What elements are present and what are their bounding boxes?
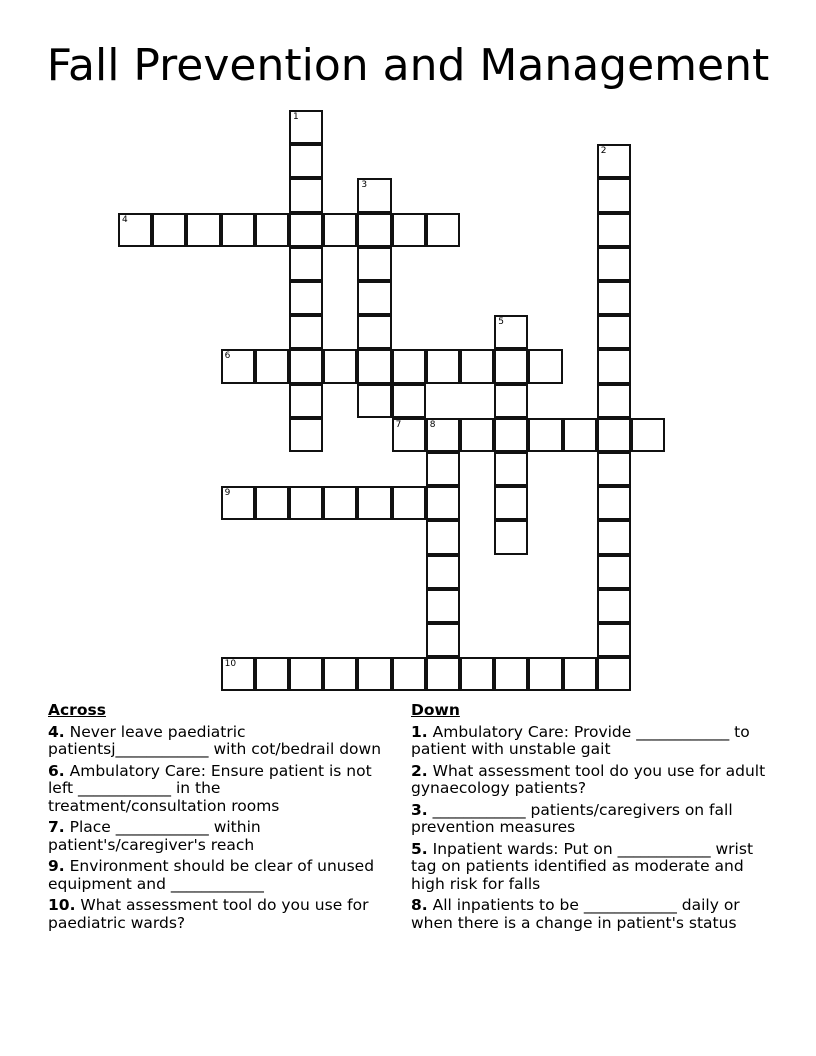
grid-cell[interactable] — [597, 349, 631, 383]
grid-cell[interactable] — [494, 657, 528, 691]
clue-number-label: 6 — [224, 351, 231, 362]
grid-cell[interactable] — [289, 178, 323, 212]
grid-cell[interactable] — [631, 418, 665, 452]
clue-number-label: 4 — [122, 214, 128, 225]
grid-cell[interactable] — [289, 486, 323, 520]
clue-number-label: 3 — [361, 180, 368, 191]
down-clue-5 — [411, 841, 776, 894]
grid-cell[interactable] — [597, 213, 631, 247]
clue-number: 3. — [411, 800, 428, 819]
grid-cell[interactable] — [357, 486, 391, 520]
grid-cell[interactable] — [392, 486, 426, 520]
grid-cell[interactable] — [597, 281, 631, 315]
down-heading: Down — [411, 701, 460, 719]
down-clue-1 — [411, 724, 776, 759]
grid-cell[interactable] — [357, 657, 391, 691]
grid-cell[interactable] — [426, 349, 460, 383]
grid-cell[interactable] — [289, 349, 323, 383]
down-clue-2 — [411, 763, 776, 798]
grid-cell[interactable] — [494, 349, 528, 383]
grid-cell[interactable] — [494, 486, 528, 520]
grid-cell[interactable] — [289, 110, 323, 144]
grid-cell[interactable] — [357, 384, 391, 418]
grid-cell[interactable] — [289, 281, 323, 315]
clue-text: All inpatients to be ____________ daily or when there is a change in patient's status — [411, 896, 740, 932]
grid-cell[interactable] — [426, 418, 460, 452]
grid-cell[interactable] — [357, 213, 391, 247]
grid-cell[interactable] — [357, 178, 391, 212]
grid-cell[interactable] — [597, 384, 631, 418]
grid-cell[interactable] — [392, 657, 426, 691]
grid-cell[interactable] — [563, 418, 597, 452]
grid-cell[interactable] — [392, 213, 426, 247]
clue-number: 4. — [48, 722, 65, 741]
grid-cell[interactable] — [255, 213, 289, 247]
grid-cell[interactable] — [118, 213, 152, 247]
clue-number-label: 2 — [600, 146, 607, 157]
down-clue-3 — [411, 802, 776, 837]
grid-cell[interactable] — [426, 657, 460, 691]
grid-cell[interactable] — [563, 657, 597, 691]
clue-text: Ambulatory Care: Ensure patient is not left ____________ in the treatment/consultation rooms — [48, 761, 372, 815]
grid-cell[interactable] — [494, 384, 528, 418]
clue-number-label: 7 — [395, 419, 402, 430]
grid-cell[interactable] — [460, 418, 494, 452]
grid-cell[interactable] — [528, 349, 562, 383]
grid-cell[interactable] — [152, 213, 186, 247]
grid-cell[interactable] — [392, 418, 426, 452]
clue-number: 9. — [48, 857, 65, 875]
across-clue-10 — [48, 897, 393, 932]
grid-cell[interactable] — [426, 623, 460, 657]
grid-cell[interactable] — [597, 178, 631, 212]
clue-text: Never leave paediatric patientsj____________ with cot/bedrail down — [48, 722, 382, 758]
clue-text: Environment should be clear of unused equipment and ____________ — [48, 857, 375, 893]
clue-number: 7. — [48, 818, 65, 836]
grid-cell[interactable] — [426, 452, 460, 486]
grid-cell[interactable] — [289, 315, 323, 349]
grid-cell[interactable] — [597, 657, 631, 691]
grid-cell[interactable] — [597, 589, 631, 623]
grid-cell[interactable] — [221, 657, 255, 691]
grid-cell[interactable] — [494, 315, 528, 349]
clue-text: Inpatient wards: Put on ____________ wrist tag on patients identified as moderate and high risk for falls — [411, 839, 754, 893]
grid-cell[interactable] — [289, 418, 323, 452]
clue-number: 6. — [48, 761, 65, 780]
grid-cell[interactable] — [597, 144, 631, 178]
grid-cell[interactable] — [392, 384, 426, 418]
grid-cell[interactable] — [221, 349, 255, 383]
clue-text: Place ____________ within patient's/caregiver's reach — [48, 818, 261, 854]
grid-cell[interactable] — [392, 349, 426, 383]
clue-text: Ambulatory Care: Provide ____________ to patient with unstable gait — [411, 722, 750, 758]
grid-cell[interactable] — [597, 486, 631, 520]
clue-number: 5. — [411, 839, 428, 858]
across-heading: Across — [48, 701, 106, 719]
grid-cell[interactable] — [460, 349, 494, 383]
grid-cell[interactable] — [597, 418, 631, 452]
grid-cell[interactable] — [221, 213, 255, 247]
grid-cell[interactable] — [597, 452, 631, 486]
grid-cell[interactable] — [289, 213, 323, 247]
grid-cell[interactable] — [528, 657, 562, 691]
grid-cell[interactable] — [597, 555, 631, 589]
clue-number: 2. — [411, 761, 428, 780]
grid-cell[interactable] — [426, 213, 460, 247]
grid-cell[interactable] — [494, 452, 528, 486]
grid-cell[interactable] — [494, 520, 528, 554]
across-clue-6 — [48, 763, 393, 816]
grid-cell[interactable] — [357, 349, 391, 383]
grid-cell[interactable] — [597, 520, 631, 554]
grid-cell[interactable] — [289, 384, 323, 418]
grid-cell[interactable] — [597, 623, 631, 657]
grid-cell[interactable] — [597, 247, 631, 281]
grid-cell[interactable] — [426, 520, 460, 554]
grid-cell[interactable] — [597, 315, 631, 349]
grid-cell[interactable] — [255, 657, 289, 691]
down-clues — [411, 702, 776, 936]
grid-cell[interactable] — [186, 213, 220, 247]
clue-number-label: 1 — [293, 112, 299, 122]
puzzle-title: Fall Prevention and Management — [46, 40, 770, 91]
grid-cell[interactable] — [255, 349, 289, 383]
grid-cell[interactable] — [494, 418, 528, 452]
clue-number: 10. — [48, 896, 76, 914]
across-clues — [48, 702, 393, 936]
clue-number: 8. — [411, 896, 428, 914]
grid-cell[interactable] — [323, 657, 357, 691]
clue-text: What assessment tool do you use for paediatric wards? — [48, 896, 369, 932]
across-clue-7 — [48, 819, 393, 854]
grid-cell[interactable] — [289, 247, 323, 281]
grid-cell[interactable] — [426, 589, 460, 623]
grid-cell[interactable] — [357, 247, 391, 281]
grid-cell[interactable] — [460, 657, 494, 691]
grid-cell[interactable] — [221, 486, 255, 520]
grid-cell[interactable] — [255, 486, 289, 520]
grid-cell[interactable] — [323, 486, 357, 520]
clue-text: ____________ patients/caregivers on fall prevention measures — [411, 800, 733, 836]
grid-cell[interactable] — [289, 144, 323, 178]
grid-cell[interactable] — [357, 281, 391, 315]
clue-number: 1. — [411, 722, 428, 741]
grid-cell[interactable] — [357, 315, 391, 349]
clue-number-label: 9 — [224, 488, 231, 499]
clue-number-label: 5 — [498, 317, 504, 328]
grid-cell[interactable] — [289, 657, 323, 691]
across-clue-9 — [48, 858, 393, 893]
grid-cell[interactable] — [426, 555, 460, 589]
grid-cell[interactable] — [426, 486, 460, 520]
clue-text: What assessment tool do you use for adult gynaecology patients? — [411, 761, 766, 797]
down-clue-8 — [411, 897, 776, 932]
clue-number-label: 10 — [224, 659, 237, 670]
across-clue-4 — [48, 724, 393, 759]
grid-cell[interactable] — [528, 418, 562, 452]
grid-cell[interactable] — [323, 213, 357, 247]
grid-cell[interactable] — [323, 349, 357, 383]
clue-number-label: 8 — [429, 419, 436, 430]
